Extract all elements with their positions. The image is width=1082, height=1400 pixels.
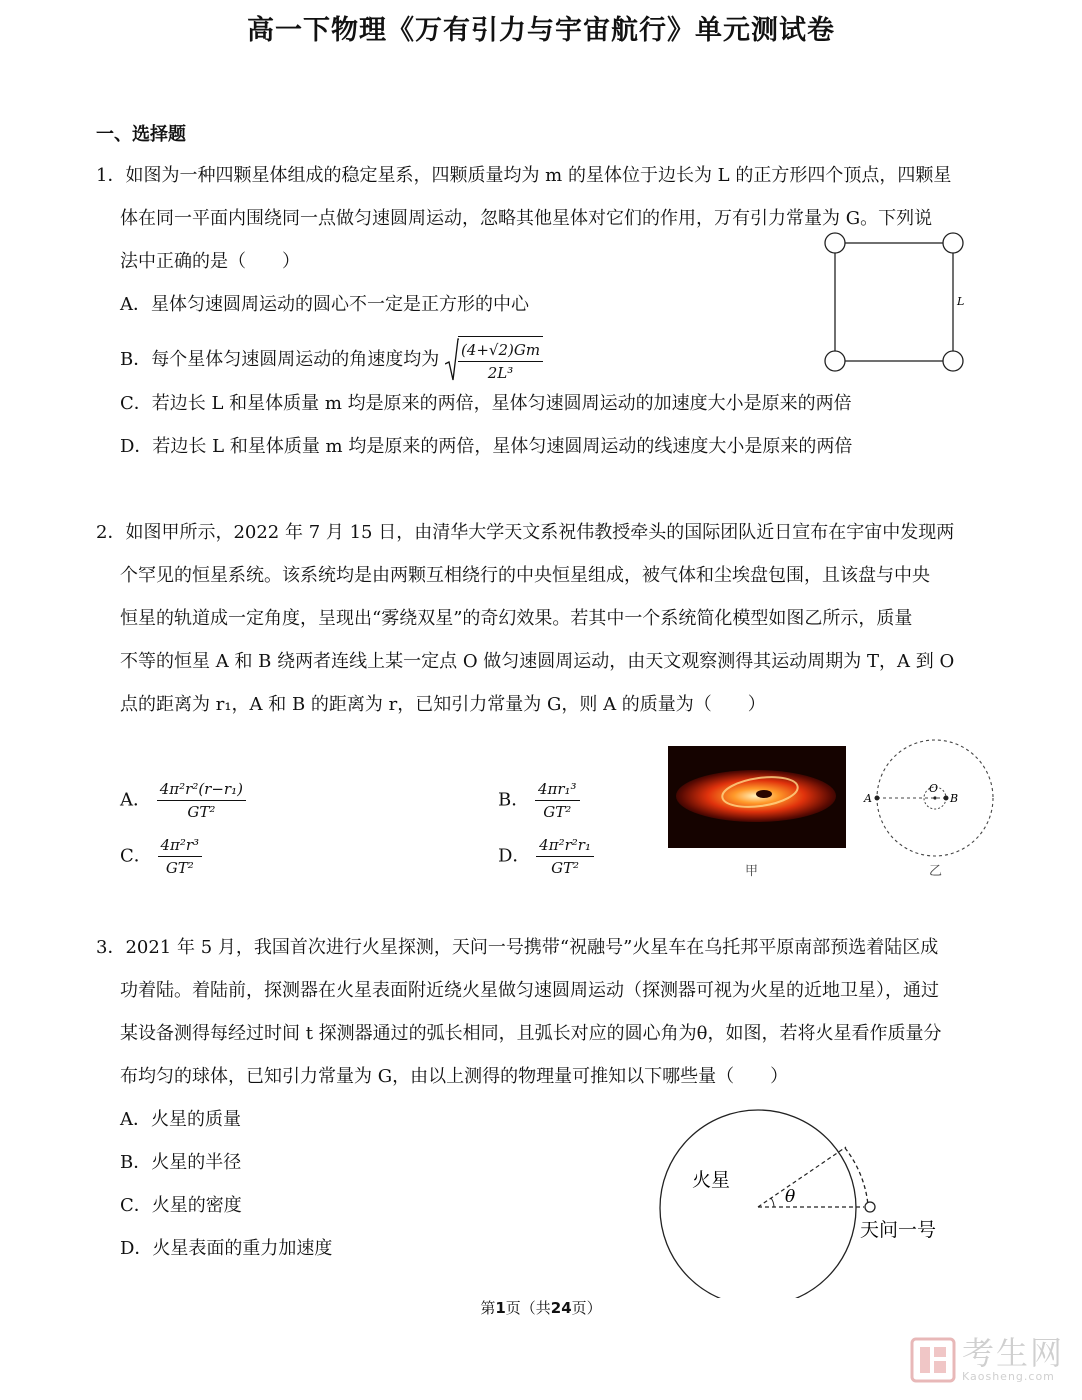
fraction-numerator: 4π²r³ <box>158 834 203 857</box>
footer-suffix: 页） <box>571 1299 602 1317</box>
star-circle <box>943 233 963 253</box>
option-label: B． <box>498 789 530 811</box>
binary-orbit-diagram <box>860 738 1000 864</box>
q1-line-2: 体在同一平面内围绕同一点做匀速圆周运动，忽略其他星体对它们的作用，万有引力常量为 G。下列说 <box>120 208 933 229</box>
q1-option-a: A．星体匀速圆周运动的圆心不一定是正方形的中心 <box>120 294 529 315</box>
option-label: A． <box>120 789 151 811</box>
q3-option-a: A．火星的质量 <box>120 1109 241 1130</box>
fraction-numerator: 4π²r²(r−r₁) <box>157 778 246 801</box>
point-a-label: A <box>864 792 872 805</box>
q3-option-c: C．火星的密度 <box>120 1195 242 1216</box>
q1-option-b <box>120 336 543 384</box>
q2-line-2: 个罕见的恒星系统。该系统均是由两颗互相绕行的中央恒星组成，被气体和尘埃盘包围，且该盘与中央 <box>120 565 930 586</box>
fraction-numerator: 4π²r²r₁ <box>536 834 594 857</box>
sqrt-sign-icon <box>445 338 459 382</box>
q3-line-2: 功着陆。着陆前，探测器在火星表面附近绕火星做匀速圆周运动（探测器可视为火星的近地卫星），通过 <box>120 980 939 1001</box>
square-star-diagram <box>820 228 970 378</box>
footer-prefix: 第 <box>480 1299 496 1317</box>
star-circle <box>825 233 845 253</box>
q2-line-1: 2．如图甲所示，2022 年 7 月 15 日，由清华大学天文系祝伟教授牵头的国际团队近日宣布在宇宙中发现两 <box>96 522 955 543</box>
theta-label: θ <box>785 1187 796 1207</box>
watermark <box>910 1336 1064 1383</box>
star-circle <box>943 351 963 371</box>
q1-b-denominator: 2L³ <box>487 364 514 382</box>
page-footer <box>0 1297 1082 1318</box>
q2-option-a <box>120 778 246 823</box>
option-label: C． <box>120 845 152 867</box>
q2-line-4: 不等的恒星 A 和 B 绕两者连线上某一定点 O 做匀速圆周运动，由天文观察测得其运动周期为 T，A 到 O <box>120 651 955 672</box>
q1-b-numerator: (4+√2)Gm <box>458 339 543 362</box>
q2-line-3: 恒星的轨道成一定角度，呈现出“雾绕双星”的奇幻效果。若其中一个系统简化模型如图乙所示，质量 <box>120 608 913 629</box>
point-b-label: B <box>950 792 959 805</box>
q1-option-b-text: B．每个星体匀速圆周运动的角速度均为 <box>120 349 440 370</box>
probe-label: 天问一号 <box>860 1219 937 1241</box>
q1-line-3: 法中正确的是（ ） <box>120 251 300 272</box>
figure-yi-caption: 乙 <box>929 864 943 879</box>
mars-label: 火星 <box>692 1169 731 1191</box>
q2-option-d <box>498 834 594 879</box>
q2-option-b <box>498 778 580 823</box>
figure-jia-caption: 甲 <box>745 864 759 879</box>
probe-marker <box>865 1202 875 1212</box>
page-number: 1 <box>495 1299 506 1317</box>
page-title: 高一下物理《万有引力与宇宙航行》单元测试卷 <box>247 15 835 46</box>
q2-option-c <box>120 834 202 879</box>
q1-line-1: 1．如图为一种四颗星体组成的稳定星系，四颗质量均为 m 的星体位于边长为 L 的正方形四个顶点，四颗星 <box>96 165 952 186</box>
q3-option-d: D．火星表面的重力加速度 <box>120 1238 333 1259</box>
section-heading: 一、选择题 <box>96 124 186 145</box>
star-circle <box>825 351 845 371</box>
fraction-denominator: GT² <box>543 803 572 821</box>
fraction-numerator: 4πr₁³ <box>535 778 580 801</box>
watermark-domain: Kaosheng.com <box>961 1370 1055 1383</box>
q3-line-3: 某设备测得每经过时间 t 探测器通过的弧长相同，且弧长对应的圆心角为θ，如图，若将火星看作质量分 <box>120 1023 942 1044</box>
fraction-denominator: GT² <box>187 803 216 821</box>
point-o-label: O <box>929 782 939 795</box>
sqrt-expression <box>445 336 543 384</box>
q3-line-1: 3．2021 年 5 月，我国首次进行火星探测，天问一号携带“祝融号”火星车在乌托邦平原南部预选着陆区成 <box>96 937 939 958</box>
mars-circle <box>660 1110 856 1298</box>
mars-orbit-diagram <box>650 1108 950 1298</box>
watermark-text: 考生网 <box>961 1334 1064 1372</box>
q1-option-d: D．若边长 L 和星体质量 m 均是原来的两倍，星体匀速圆周运动的线速度大小是原来的两倍 <box>120 436 853 457</box>
binary-star-disk-image <box>668 746 846 848</box>
q3-line-4: 布均匀的球体，已知引力常量为 G，由以上测得的物理量可推知以下哪些量（ ） <box>120 1066 789 1087</box>
footer-mid: 页（共 <box>505 1299 551 1317</box>
watermark-logo-icon <box>910 1337 956 1383</box>
q2-line-5: 点的距离为 r₁，A 和 B 的距离为 r，已知引力常量为 G，则 A 的质量为（ ） <box>120 694 766 715</box>
side-length-label: L <box>957 295 965 308</box>
fraction-denominator: GT² <box>165 859 194 877</box>
page-total: 24 <box>550 1299 572 1317</box>
fraction-denominator: GT² <box>551 859 580 877</box>
option-label: D． <box>498 845 531 867</box>
q3-option-b: B．火星的半径 <box>120 1152 242 1173</box>
q1-option-c: C．若边长 L 和星体质量 m 均是原来的两倍，星体匀速圆周运动的加速度大小是原来的两倍 <box>120 393 852 414</box>
